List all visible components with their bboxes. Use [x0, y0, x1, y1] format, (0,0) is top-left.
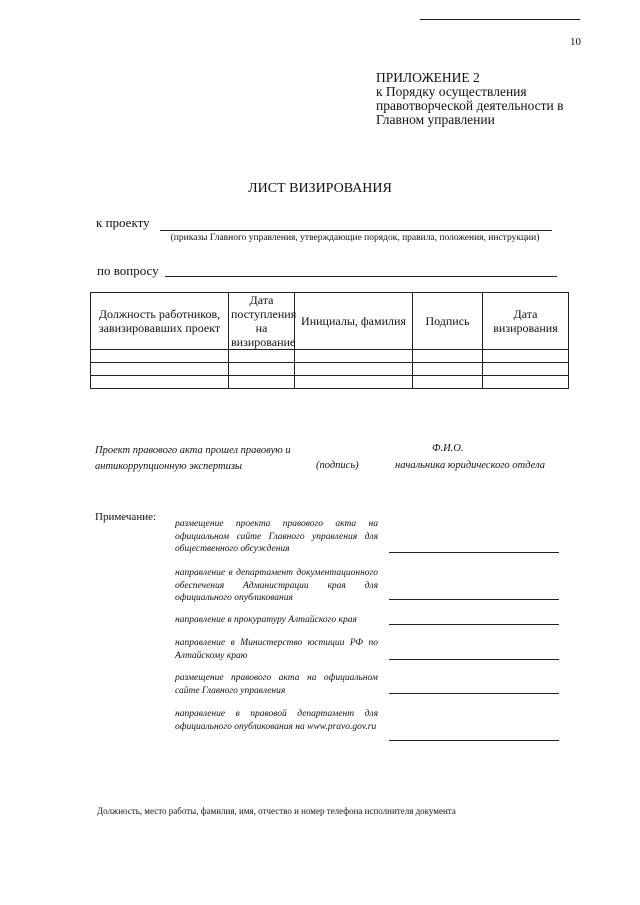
legal-head-caption: начальника юридического отдела: [395, 460, 545, 471]
table-header-row: [91, 293, 569, 350]
note-fill-line: [389, 599, 559, 600]
header-received-date: Дата поступления на визирование: [229, 293, 295, 350]
table-cell: [229, 363, 295, 376]
note-item: размещение проекта правового акта на официальном сайте Главного управления для общественного обсуждения: [175, 519, 378, 554]
project-fill-line: [160, 230, 552, 231]
table-row: [91, 350, 569, 363]
document-title: ЛИСТ ВИЗИРОВАНИЯ: [248, 181, 392, 196]
fio-caption: Ф.И.О.: [432, 443, 464, 454]
table-cell: [483, 363, 569, 376]
note-item: направление в департамент документационного обеспечения Администрации края для официального опубликования: [175, 568, 378, 603]
table-cell: [295, 376, 413, 389]
project-hint: (приказы Главного управления, утверждающие порядок, правила, положения, инструкции): [170, 233, 540, 243]
note-fill-line: [389, 740, 559, 741]
note-fill-line: [389, 693, 559, 694]
header-signature: Подпись: [413, 293, 483, 350]
page-number: 10: [570, 36, 581, 48]
note-fill-line: [389, 552, 559, 553]
note-item: направление в прокуратуру Алтайского края: [175, 615, 357, 625]
appendix-block: [376, 71, 591, 127]
table-cell: [413, 376, 483, 389]
note-fill-line: [389, 659, 559, 660]
question-fill-line: [165, 276, 557, 277]
project-label: к проекту: [96, 215, 150, 230]
approval-table: [90, 292, 569, 389]
table-cell: [91, 363, 229, 376]
table-cell: [91, 350, 229, 363]
expertise-statement: Проект правового акта прошел правовую и антикоррупционную экспертизы: [95, 445, 291, 472]
question-label: по вопросу: [97, 263, 159, 278]
table-cell: [413, 350, 483, 363]
appendix-text: к Порядку осуществления правотворческой деятельности в Главном управлении: [376, 84, 564, 127]
top-rule: [420, 19, 580, 20]
table-cell: [295, 350, 413, 363]
table-cell: [483, 350, 569, 363]
table-cell: [413, 363, 483, 376]
executor-footer: Должность, место работы, фамилия, имя, отчество и номер телефона исполнителя документа: [97, 806, 456, 816]
table-cell: [91, 376, 229, 389]
note-fill-line: [389, 624, 559, 625]
signature-caption: (подпись): [316, 460, 359, 471]
table-cell: [483, 376, 569, 389]
header-approval-date: Дата визирования: [483, 293, 569, 350]
note-item: размещение правового акта на официальном сайте Главного управления: [175, 673, 378, 696]
notes-label: Примечание:: [95, 511, 157, 523]
appendix-heading: ПРИЛОЖЕНИЕ 2: [376, 70, 480, 85]
table-cell: [295, 363, 413, 376]
table-row: [91, 363, 569, 376]
table-row: [91, 376, 569, 389]
table-cell: [229, 376, 295, 389]
header-position: Должность работников, завизировавших проект: [91, 293, 229, 350]
header-name: Инициалы, фамилия: [295, 293, 413, 350]
note-item: направление в Министерство юстиции РФ по Алтайскому краю: [175, 638, 378, 661]
note-item: направление в правовой департамент для официального опубликования на www.pravo.gov.ru: [175, 709, 378, 732]
table-cell: [229, 350, 295, 363]
